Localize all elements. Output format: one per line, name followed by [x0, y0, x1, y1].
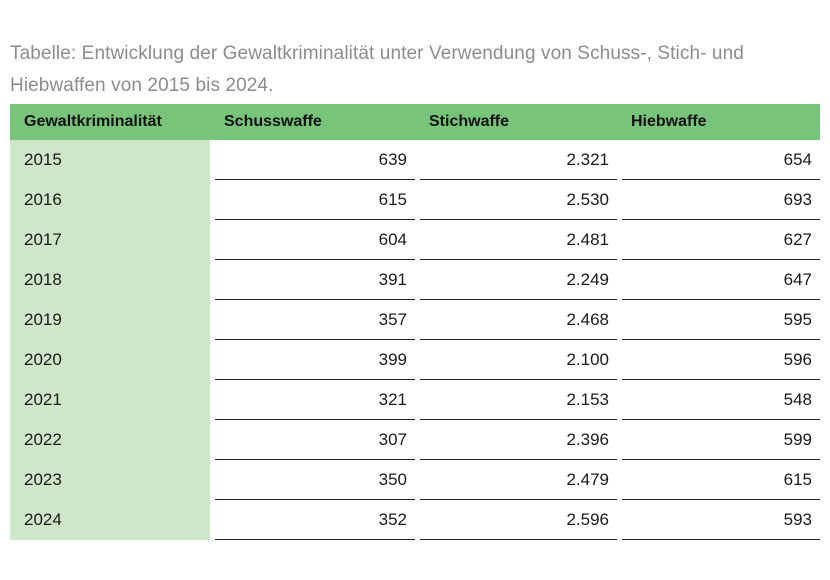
stichwaffe-cell: 2.100 — [420, 340, 617, 380]
year-cell: 2018 — [10, 260, 210, 300]
schusswaffe-cell: 357 — [215, 300, 415, 340]
schusswaffe-cell: 352 — [215, 500, 415, 540]
year-cell: 2023 — [10, 460, 210, 500]
table-row — [10, 460, 820, 500]
table-row — [10, 380, 820, 420]
hiebwaffe-cell: 548 — [622, 380, 820, 420]
schusswaffe-cell: 399 — [215, 340, 415, 380]
data-table — [10, 104, 820, 540]
stichwaffe-cell: 2.596 — [420, 500, 617, 540]
year-cell: 2017 — [10, 220, 210, 260]
table-row — [10, 220, 820, 260]
schusswaffe-cell: 350 — [215, 460, 415, 500]
table-row — [10, 420, 820, 460]
table-row — [10, 500, 820, 540]
hiebwaffe-cell: 627 — [622, 220, 820, 260]
table-caption: Tabelle: Entwicklung der Gewaltkriminalität unter Verwendung von Schuss-, Stich- und Hiebwaffen von 2015 bis 2024. — [10, 43, 744, 96]
stichwaffe-cell: 2.479 — [420, 460, 617, 500]
column-header-stichwaffe: Stichwaffe — [415, 104, 617, 140]
table-row — [10, 340, 820, 380]
stichwaffe-cell: 2.481 — [420, 220, 617, 260]
stichwaffe-cell: 2.396 — [420, 420, 617, 460]
hiebwaffe-cell: 593 — [622, 500, 820, 540]
table-row — [10, 140, 820, 180]
column-header-hiebwaffe: Hiebwaffe — [617, 104, 820, 140]
hiebwaffe-cell: 599 — [622, 420, 820, 460]
year-cell: 2019 — [10, 300, 210, 340]
year-cell: 2021 — [10, 380, 210, 420]
hiebwaffe-cell: 647 — [622, 260, 820, 300]
stichwaffe-cell: 2.153 — [420, 380, 617, 420]
table-row — [10, 300, 820, 340]
schusswaffe-cell: 321 — [215, 380, 415, 420]
column-header-gewaltkriminalitaet: Gewaltkriminalität — [10, 104, 210, 140]
hiebwaffe-cell: 654 — [622, 140, 820, 180]
year-cell: 2020 — [10, 340, 210, 380]
stichwaffe-cell: 2.321 — [420, 140, 617, 180]
stichwaffe-cell: 2.468 — [420, 300, 617, 340]
column-header-schusswaffe: Schusswaffe — [210, 104, 415, 140]
schusswaffe-cell: 639 — [215, 140, 415, 180]
schusswaffe-cell: 604 — [215, 220, 415, 260]
year-cell: 2016 — [10, 180, 210, 220]
year-cell: 2015 — [10, 140, 210, 180]
schusswaffe-cell: 391 — [215, 260, 415, 300]
hiebwaffe-cell: 595 — [622, 300, 820, 340]
hiebwaffe-cell: 596 — [622, 340, 820, 380]
table-row — [10, 260, 820, 300]
year-cell: 2024 — [10, 500, 210, 540]
stichwaffe-cell: 2.249 — [420, 260, 617, 300]
table-row — [10, 180, 820, 220]
hiebwaffe-cell: 693 — [622, 180, 820, 220]
year-cell: 2022 — [10, 420, 210, 460]
stichwaffe-cell: 2.530 — [420, 180, 617, 220]
table-header-row — [10, 104, 820, 140]
schusswaffe-cell: 615 — [215, 180, 415, 220]
schusswaffe-cell: 307 — [215, 420, 415, 460]
hiebwaffe-cell: 615 — [622, 460, 820, 500]
